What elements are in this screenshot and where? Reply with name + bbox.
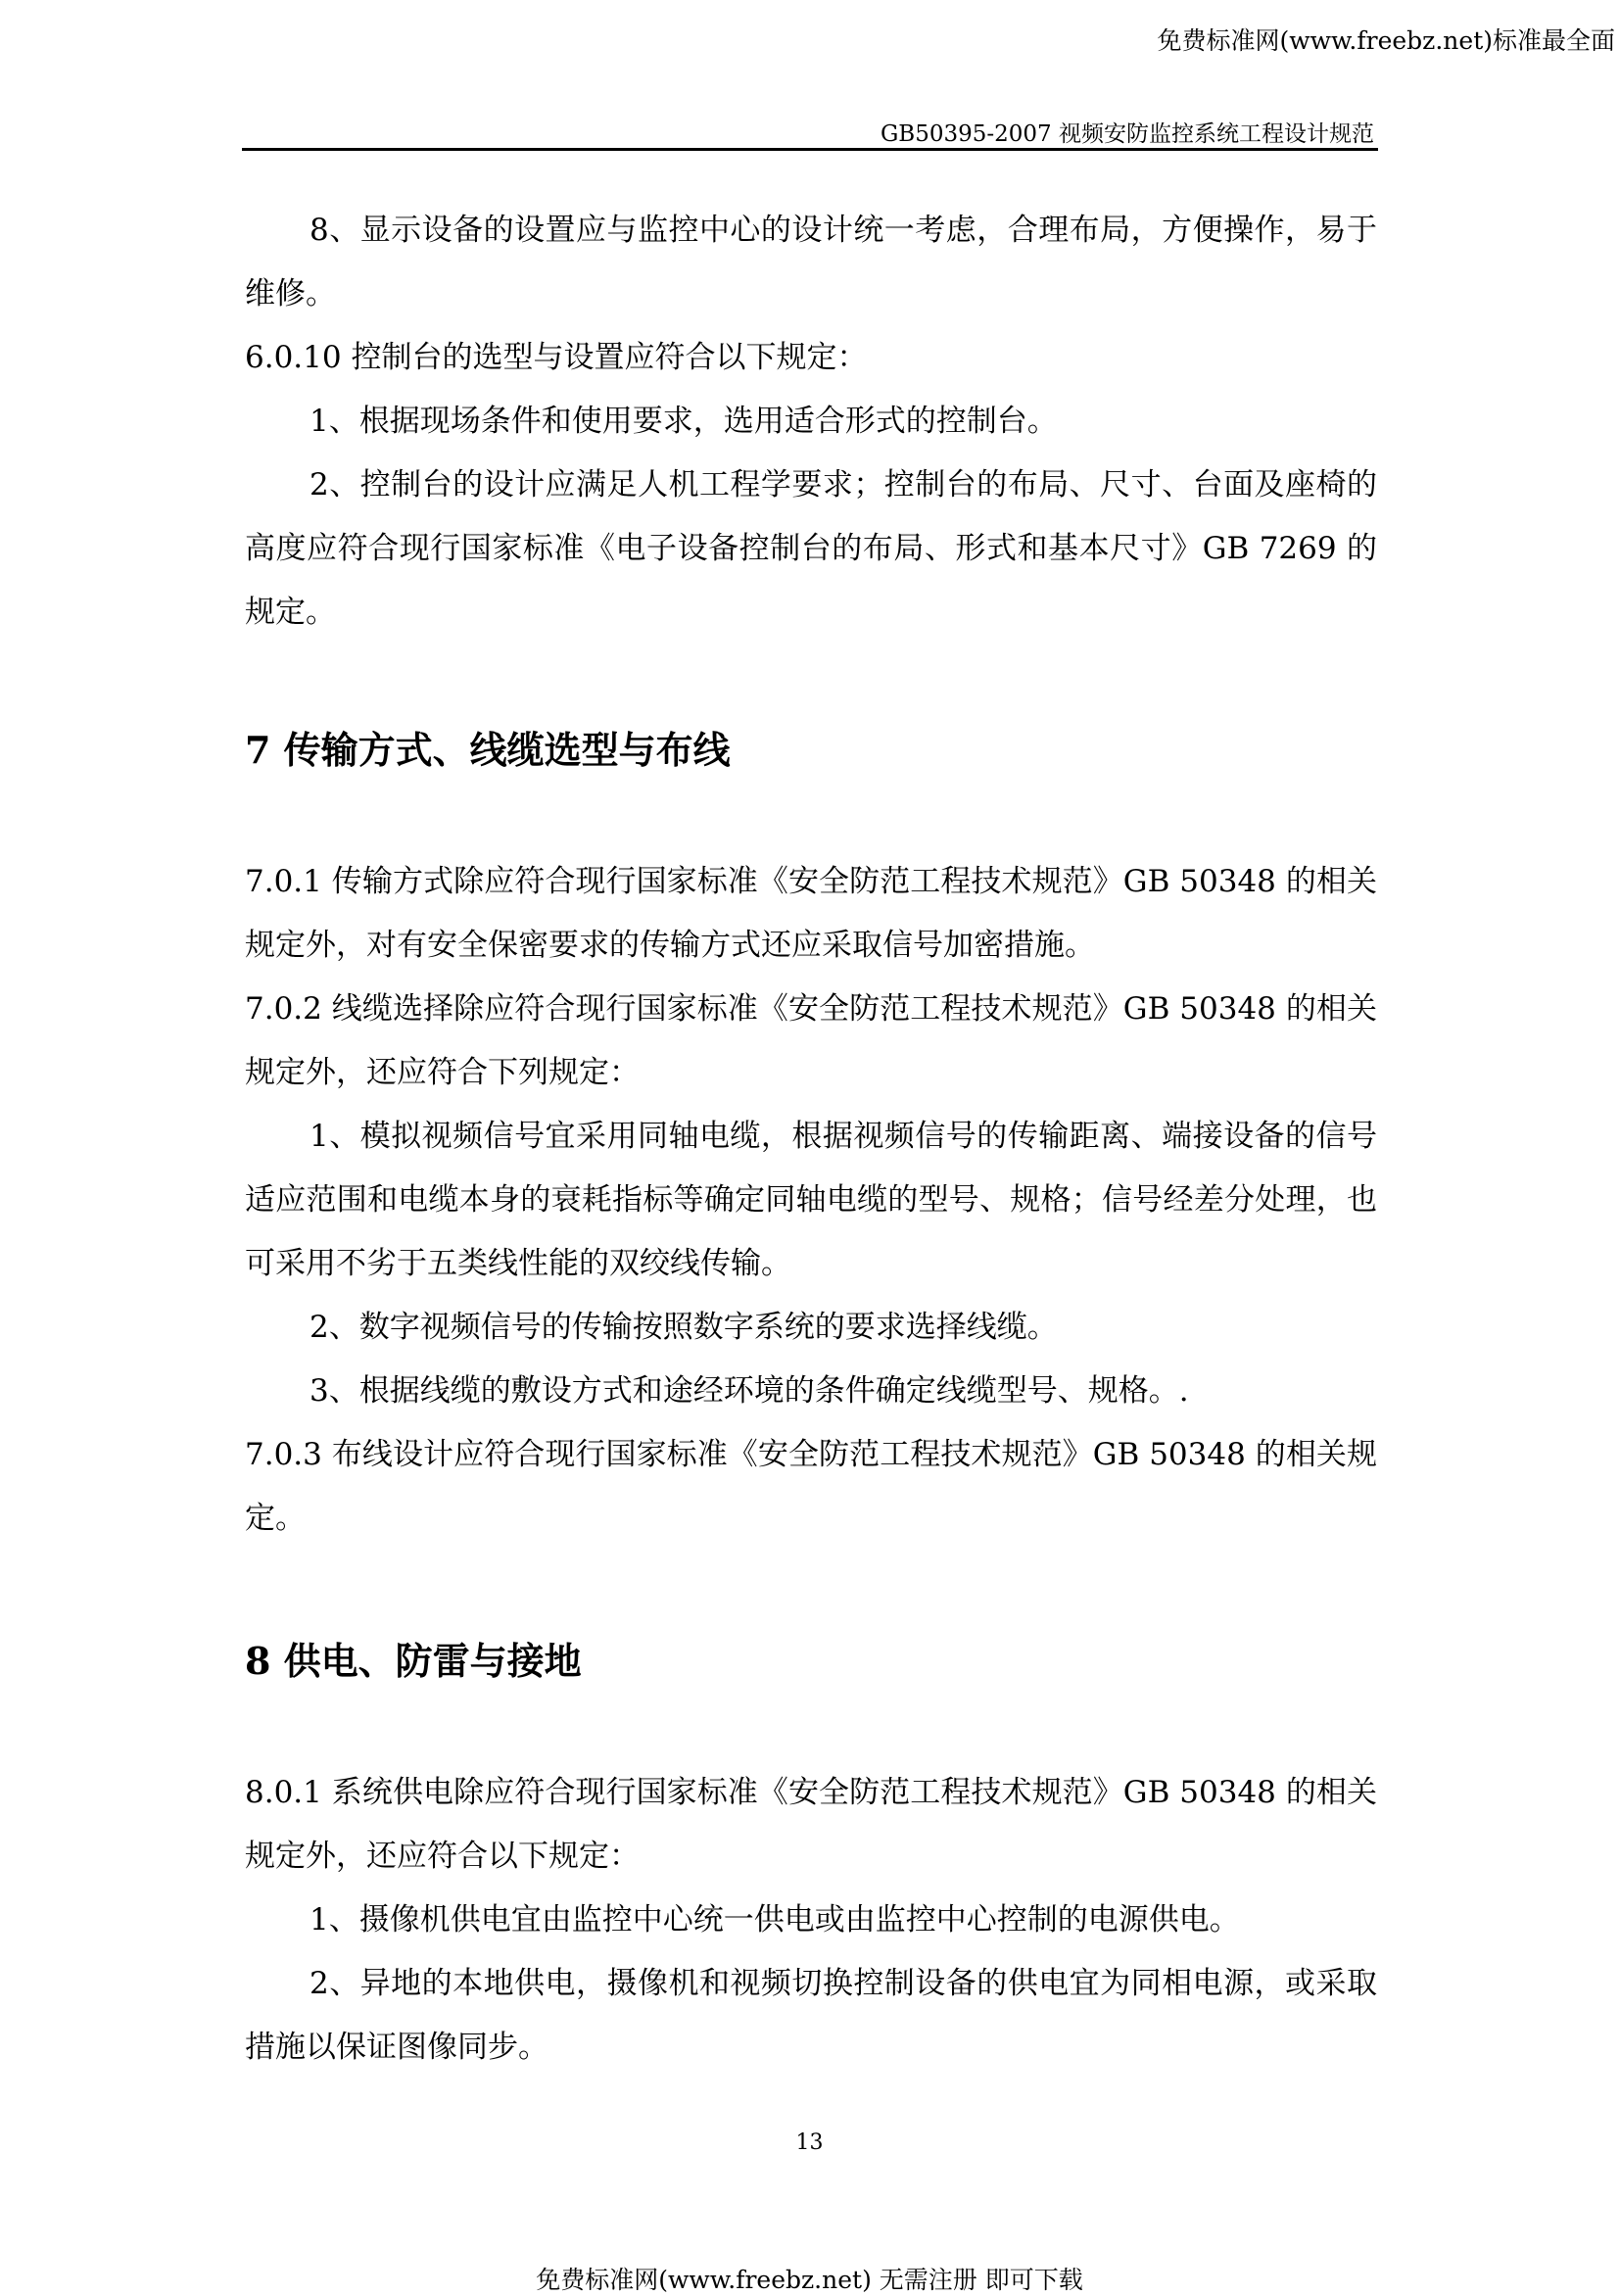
section-heading-7: 7 传输方式、线缆选型与布线 [245, 728, 731, 772]
watermark-bottom: 免费标准网(www.freebz.net) 无需注册 即可下载 [536, 2266, 1083, 2294]
clause-paragraph: 7.0.2 线缆选择除应符合现行国家标准《安全防范工程技术规范》GB 50348 的相关规定外，还应符合下列规定： [245, 991, 1377, 1090]
clause-paragraph: 7.0.3 布线设计应符合现行国家标准《安全防范工程技术规范》GB 50348 的相关规定。 [245, 1437, 1377, 1536]
paragraph: 3、根据线缆的敷设方式和途经环境的条件确定线缆型号、规格。. [310, 1373, 1189, 1409]
paragraph: 1、模拟视频信号宜采用同轴电缆，根据视频信号的传输距离、端接设备的信号适应范围和电缆本身的衰耗指标等确定同轴电缆的型号、规格；信号经差分处理，也可采用不劣于五类线性能的双绞线传输。 [245, 1119, 1377, 1281]
clause-paragraph: 6.0.10 控制台的选型与设置应符合以下规定： [245, 340, 868, 375]
clause-paragraph: 8.0.1 系统供电除应符合现行国家标准《安全防范工程技术规范》GB 50348 的相关规定外，还应符合以下规定： [245, 1775, 1377, 1874]
section-heading-8: 8 供电、防雷与接地 [245, 1639, 582, 1683]
paragraph: 1、根据现场条件和使用要求，选用适合形式的控制台。 [310, 404, 1058, 439]
paragraph: 2、控制台的设计应满足人机工程学要求；控制台的布局、尺寸、台面及座椅的高度应符合现行国家标准《电子设备控制台的布局、形式和基本尺寸》GB 7269 的规定。 [245, 467, 1377, 630]
paragraph: 8、显示设备的设置应与监控中心的设计统一考虑，合理布局，方便操作，易于维修。 [245, 213, 1377, 311]
clause-paragraph: 7.0.1 传输方式除应符合现行国家标准《安全防范工程技术规范》GB 50348 的相关规定外，对有安全保密要求的传输方式还应采取信号加密措施。 [245, 864, 1377, 963]
paragraph: 1、摄像机供电宜由监控中心统一供电或由监控中心控制的电源供电。 [310, 1902, 1240, 1937]
page-body [245, 199, 1377, 2080]
paragraph: 2、数字视频信号的传输按照数字系统的要求选择线缆。 [310, 1310, 1058, 1345]
page-number: 13 [795, 2130, 824, 2155]
header-rule [242, 148, 1378, 151]
watermark-top: 免费标准网(www.freebz.net)标准最全面 [1157, 26, 1615, 55]
paragraph: 2、异地的本地供电，摄像机和视频切换控制设备的供电宜为同相电源，或采取措施以保证图像同步。 [245, 1966, 1377, 2065]
running-head: GB50395-2007 视频安防监控系统工程设计规范 [880, 121, 1374, 147]
